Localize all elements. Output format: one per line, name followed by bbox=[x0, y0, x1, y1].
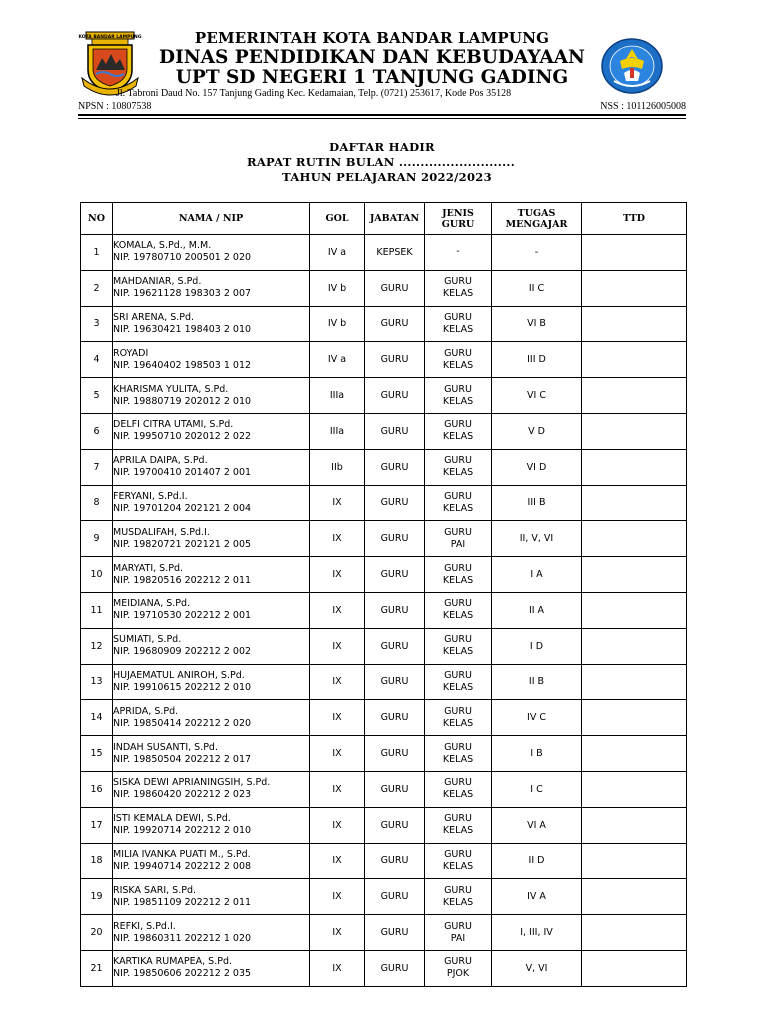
jenis-guru-cell bbox=[425, 485, 492, 521]
jenis-guru-line1: GURU bbox=[444, 598, 472, 610]
jenis-guru-line2: PAI bbox=[450, 538, 466, 550]
row-number: 17 bbox=[81, 807, 113, 843]
teacher-nip: NIP. 19851109 202212 2 011 bbox=[113, 896, 252, 908]
jenis-guru-cell bbox=[425, 950, 492, 986]
signature-cell[interactable] bbox=[582, 235, 687, 271]
signature-cell[interactable] bbox=[582, 664, 687, 700]
jenis-guru-line2: KELAS bbox=[442, 467, 474, 479]
gol-cell: IX bbox=[310, 807, 365, 843]
nss-number: NSS : 101126005008 bbox=[600, 101, 686, 112]
jenis-guru-line2: KELAS bbox=[442, 646, 474, 658]
title-line-1: DAFTAR HADIR bbox=[329, 140, 435, 154]
jenis-guru-cell bbox=[425, 342, 492, 378]
table-row bbox=[81, 700, 687, 736]
tugas-mengajar-cell: IV C bbox=[492, 700, 582, 736]
teacher-name: INDAH SUSANTI, S.Pd. bbox=[113, 741, 218, 753]
row-number: 11 bbox=[81, 592, 113, 628]
teacher-nip: NIP. 19621128 198303 2 007 bbox=[113, 288, 252, 300]
row-number: 7 bbox=[81, 449, 113, 485]
signature-cell[interactable] bbox=[582, 557, 687, 593]
gol-cell: IV a bbox=[310, 342, 365, 378]
row-number: 4 bbox=[81, 342, 113, 378]
signature-cell[interactable] bbox=[582, 843, 687, 879]
table-row bbox=[81, 771, 687, 807]
teacher-name: KHARISMA YULITA, S.Pd. bbox=[113, 383, 229, 395]
teacher-name: KOMALA, S.Pd., M.M. bbox=[113, 240, 212, 252]
column-header-jenis-line1: JENIS bbox=[442, 207, 474, 219]
gol-cell: IIIa bbox=[310, 378, 365, 414]
table-row bbox=[81, 306, 687, 342]
jenis-guru-line2: KELAS bbox=[442, 896, 474, 908]
jabatan-cell: GURU bbox=[365, 557, 425, 593]
teacher-name: MAHDANIAR, S.Pd. bbox=[113, 276, 202, 288]
gol-cell: IX bbox=[310, 771, 365, 807]
row-number: 12 bbox=[81, 628, 113, 664]
name-nip-cell bbox=[113, 342, 310, 378]
jabatan-cell: GURU bbox=[365, 736, 425, 772]
name-nip-cell bbox=[113, 592, 310, 628]
teacher-name: SUMIATI, S.Pd. bbox=[113, 634, 182, 646]
table-row bbox=[81, 449, 687, 485]
jabatan-cell: GURU bbox=[365, 807, 425, 843]
tugas-mengajar-cell: I B bbox=[492, 736, 582, 772]
jabatan-cell: GURU bbox=[365, 628, 425, 664]
teacher-nip: NIP. 19630421 198403 2 010 bbox=[113, 323, 252, 335]
tugas-mengajar-cell: II A bbox=[492, 592, 582, 628]
jenis-guru-cell bbox=[425, 235, 492, 271]
teacher-nip: NIP. 19860311 202212 1 020 bbox=[113, 932, 252, 944]
title-line-2: RAPAT RUTIN BULAN ........................... bbox=[246, 155, 516, 169]
table-row bbox=[81, 950, 687, 986]
gol-cell: IX bbox=[310, 557, 365, 593]
tugas-mengajar-cell: VI C bbox=[492, 378, 582, 414]
gol-cell: IX bbox=[310, 700, 365, 736]
gol-cell: IIb bbox=[310, 449, 365, 485]
teacher-name: MILIA IVANKA PUATI M., S.Pd. bbox=[113, 848, 251, 860]
signature-cell[interactable] bbox=[582, 628, 687, 664]
tugas-mengajar-cell: VI A bbox=[492, 807, 582, 843]
signature-cell[interactable] bbox=[582, 879, 687, 915]
teacher-nip: NIP. 19710530 202212 2 001 bbox=[113, 610, 252, 622]
jenis-guru-cell bbox=[425, 700, 492, 736]
jenis-guru-line1: GURU bbox=[444, 276, 472, 288]
jenis-guru-line1: GURU bbox=[444, 419, 472, 431]
name-nip-cell bbox=[113, 235, 310, 271]
jabatan-cell: KEPSEK bbox=[365, 235, 425, 271]
name-nip-cell bbox=[113, 557, 310, 593]
tugas-mengajar-cell: I, III, IV bbox=[492, 915, 582, 951]
jabatan-cell: GURU bbox=[365, 592, 425, 628]
teacher-name: FERYANI, S.Pd.I. bbox=[113, 490, 188, 502]
name-nip-cell bbox=[113, 628, 310, 664]
tugas-mengajar-cell: I A bbox=[492, 557, 582, 593]
jenis-guru-cell bbox=[425, 736, 492, 772]
jenis-guru-line1: GURU bbox=[444, 813, 472, 825]
jenis-guru-cell bbox=[425, 879, 492, 915]
table-row bbox=[81, 664, 687, 700]
jabatan-cell: GURU bbox=[365, 771, 425, 807]
table-row bbox=[81, 736, 687, 772]
table-row bbox=[81, 807, 687, 843]
table-row bbox=[81, 879, 687, 915]
signature-cell[interactable] bbox=[582, 807, 687, 843]
letterhead bbox=[0, 0, 768, 120]
jenis-guru-line1: GURU bbox=[444, 526, 472, 538]
signature-cell[interactable] bbox=[582, 700, 687, 736]
jabatan-cell: GURU bbox=[365, 521, 425, 557]
teacher-nip: NIP. 19880719 202012 2 010 bbox=[113, 395, 252, 407]
jenis-guru-line1: GURU bbox=[444, 490, 472, 502]
signature-cell[interactable] bbox=[582, 306, 687, 342]
jenis-guru-line1: GURU bbox=[444, 920, 472, 932]
table-row bbox=[81, 378, 687, 414]
teacher-nip: NIP. 19940714 202212 2 008 bbox=[113, 860, 252, 872]
header-divider-thin bbox=[78, 118, 686, 119]
npsn-number: NPSN : 10807538 bbox=[78, 101, 152, 112]
table-row bbox=[81, 235, 687, 271]
jabatan-cell: GURU bbox=[365, 664, 425, 700]
jenis-guru-line1: GURU bbox=[444, 455, 472, 467]
jenis-guru-line1: GURU bbox=[444, 634, 472, 646]
gol-cell: IX bbox=[310, 736, 365, 772]
teacher-name: ISTI KEMALA DEWI, S.Pd. bbox=[113, 813, 231, 825]
teacher-nip: NIP. 19860420 202212 2 023 bbox=[113, 789, 252, 801]
gol-cell: IX bbox=[310, 879, 365, 915]
teacher-nip: NIP. 19850414 202212 2 020 bbox=[113, 717, 252, 729]
jenis-guru-line1: GURU bbox=[444, 311, 472, 323]
teacher-nip: NIP. 19820516 202212 2 011 bbox=[113, 574, 252, 586]
teacher-name: KARTIKA RUMAPEA, S.Pd. bbox=[113, 956, 233, 968]
jenis-guru-line2: KELAS bbox=[442, 717, 474, 729]
teacher-name: DELFI CITRA UTAMI, S.Pd. bbox=[113, 419, 234, 431]
school-address: Jl. Tabroni Daud No. 157 Tanjung Gading Kec. Kedamaian, Telp. (0721) 253617, Kode Pos 35128 bbox=[116, 88, 512, 99]
jenis-guru-line2: KELAS bbox=[442, 753, 474, 765]
teacher-nip: NIP. 19920714 202212 2 010 bbox=[113, 825, 252, 837]
jenis-guru-cell bbox=[425, 378, 492, 414]
name-nip-cell bbox=[113, 736, 310, 772]
column-header-tugas-line2: MENGAJAR bbox=[505, 218, 568, 230]
column-header-ttd: TTD bbox=[582, 203, 687, 235]
name-nip-cell bbox=[113, 664, 310, 700]
row-number: 13 bbox=[81, 664, 113, 700]
column-header-no: NO bbox=[81, 203, 113, 235]
jenis-guru-cell bbox=[425, 628, 492, 664]
teacher-name: APRILA DAIPA, S.Pd. bbox=[113, 455, 208, 467]
name-nip-cell bbox=[113, 378, 310, 414]
jabatan-cell: GURU bbox=[365, 449, 425, 485]
jabatan-cell: GURU bbox=[365, 950, 425, 986]
gol-cell: IX bbox=[310, 843, 365, 879]
teacher-name: SRI ARENA, S.Pd. bbox=[113, 311, 195, 323]
jenis-guru-cell bbox=[425, 843, 492, 879]
header-line-3: UPT SD NEGERI 1 TANJUNG GADING bbox=[175, 67, 569, 88]
name-nip-cell bbox=[113, 915, 310, 951]
header-divider-thick bbox=[78, 114, 686, 116]
table-row bbox=[81, 628, 687, 664]
jenis-guru-line2: KELAS bbox=[442, 502, 474, 514]
jenis-guru-line1: GURU bbox=[444, 669, 472, 681]
teacher-nip: NIP. 19701204 202121 2 004 bbox=[113, 502, 252, 514]
document-title bbox=[0, 140, 768, 185]
gol-cell: IV b bbox=[310, 306, 365, 342]
jabatan-cell: GURU bbox=[365, 378, 425, 414]
jenis-guru-line1: GURU bbox=[444, 884, 472, 896]
jenis-guru-cell bbox=[425, 664, 492, 700]
tugas-mengajar-cell: V, VI bbox=[492, 950, 582, 986]
tugas-mengajar-cell: V D bbox=[492, 413, 582, 449]
name-nip-cell bbox=[113, 807, 310, 843]
table-header-row bbox=[81, 203, 687, 235]
jenis-guru-cell bbox=[425, 915, 492, 951]
teacher-nip: NIP. 19950710 202012 2 022 bbox=[113, 431, 252, 443]
signature-cell[interactable] bbox=[582, 378, 687, 414]
jabatan-cell: GURU bbox=[365, 413, 425, 449]
jenis-guru-cell bbox=[425, 771, 492, 807]
table-row bbox=[81, 270, 687, 306]
gol-cell: IIIa bbox=[310, 413, 365, 449]
gol-cell: IX bbox=[310, 628, 365, 664]
row-number: 20 bbox=[81, 915, 113, 951]
jenis-guru-line1: GURU bbox=[444, 705, 472, 717]
jenis-guru-line1: - bbox=[456, 246, 460, 258]
name-nip-cell bbox=[113, 413, 310, 449]
column-header-gol: GOL bbox=[310, 203, 365, 235]
signature-cell[interactable] bbox=[582, 915, 687, 951]
name-nip-cell bbox=[113, 879, 310, 915]
jenis-guru-line2: KELAS bbox=[442, 574, 474, 586]
jenis-guru-line2: KELAS bbox=[442, 288, 474, 300]
signature-cell[interactable] bbox=[582, 521, 687, 557]
jabatan-cell: GURU bbox=[365, 879, 425, 915]
row-number: 15 bbox=[81, 736, 113, 772]
teacher-name: HUJAEMATUL ANIROH, S.Pd. bbox=[113, 669, 245, 681]
row-number: 21 bbox=[81, 950, 113, 986]
signature-cell[interactable] bbox=[582, 270, 687, 306]
name-nip-cell bbox=[113, 485, 310, 521]
name-nip-cell bbox=[113, 950, 310, 986]
column-header-jabatan: JABATAN bbox=[365, 203, 425, 235]
name-nip-cell bbox=[113, 521, 310, 557]
signature-cell[interactable] bbox=[582, 771, 687, 807]
row-number: 2 bbox=[81, 270, 113, 306]
table-row bbox=[81, 521, 687, 557]
tugas-mengajar-cell: I D bbox=[492, 628, 582, 664]
gol-cell: IX bbox=[310, 915, 365, 951]
gol-cell: IX bbox=[310, 664, 365, 700]
jabatan-cell: GURU bbox=[365, 700, 425, 736]
teacher-nip: NIP. 19780710 200501 2 020 bbox=[113, 252, 252, 264]
teacher-name: ROYADI bbox=[113, 347, 149, 359]
row-number: 18 bbox=[81, 843, 113, 879]
tugas-mengajar-cell: VI D bbox=[492, 449, 582, 485]
tugas-mengajar-cell: III D bbox=[492, 342, 582, 378]
jenis-guru-line1: GURU bbox=[444, 562, 472, 574]
teacher-nip: NIP. 19700410 201407 2 001 bbox=[113, 467, 252, 479]
tugas-mengajar-cell: IV A bbox=[492, 879, 582, 915]
tugas-mengajar-cell: I C bbox=[492, 771, 582, 807]
signature-cell[interactable] bbox=[582, 950, 687, 986]
row-number: 16 bbox=[81, 771, 113, 807]
column-header-jenis-line2: GURU bbox=[441, 218, 475, 230]
jabatan-cell: GURU bbox=[365, 485, 425, 521]
attendance-table bbox=[80, 202, 687, 987]
header-line-1: PEMERINTAH KOTA BANDAR LAMPUNG bbox=[194, 29, 550, 47]
name-nip-cell bbox=[113, 771, 310, 807]
column-header-tugas-mengajar bbox=[492, 203, 582, 235]
jenis-guru-cell bbox=[425, 807, 492, 843]
signature-cell[interactable] bbox=[582, 485, 687, 521]
jenis-guru-line1: GURU bbox=[444, 956, 472, 968]
jenis-guru-line1: GURU bbox=[444, 848, 472, 860]
teacher-name: MEIDIANA, S.Pd. bbox=[113, 598, 191, 610]
table-row bbox=[81, 413, 687, 449]
row-number: 9 bbox=[81, 521, 113, 557]
teacher-nip: NIP. 19850606 202212 2 035 bbox=[113, 968, 252, 980]
table-row bbox=[81, 557, 687, 593]
jenis-guru-line1: GURU bbox=[444, 347, 472, 359]
row-number: 5 bbox=[81, 378, 113, 414]
tugas-mengajar-cell: II B bbox=[492, 664, 582, 700]
teacher-name: RISKA SARI, S.Pd. bbox=[113, 884, 196, 896]
signature-cell[interactable] bbox=[582, 342, 687, 378]
column-header-nama-nip: NAMA / NIP bbox=[113, 203, 310, 235]
table-row bbox=[81, 592, 687, 628]
signature-cell[interactable] bbox=[582, 736, 687, 772]
jenis-guru-cell bbox=[425, 592, 492, 628]
name-nip-cell bbox=[113, 843, 310, 879]
jabatan-cell: GURU bbox=[365, 843, 425, 879]
gol-cell: IX bbox=[310, 521, 365, 557]
teacher-name: APRIDA, S.Pd. bbox=[113, 705, 179, 717]
jenis-guru-line2: PJOK bbox=[446, 968, 470, 980]
table-row bbox=[81, 342, 687, 378]
name-nip-cell bbox=[113, 270, 310, 306]
jenis-guru-line2: KELAS bbox=[442, 395, 474, 407]
table-row bbox=[81, 843, 687, 879]
jenis-guru-line2: KELAS bbox=[442, 359, 474, 371]
table-row bbox=[81, 485, 687, 521]
jenis-guru-line2: KELAS bbox=[442, 860, 474, 872]
teacher-nip: NIP. 19910615 202212 2 010 bbox=[113, 681, 252, 693]
gol-cell: IX bbox=[310, 592, 365, 628]
teacher-name: SISKA DEWI APRIANINGSIH, S.Pd. bbox=[113, 777, 271, 789]
name-nip-cell bbox=[113, 306, 310, 342]
gol-cell: IV a bbox=[310, 235, 365, 271]
column-header-jenis-guru bbox=[425, 203, 492, 235]
row-number: 14 bbox=[81, 700, 113, 736]
jenis-guru-cell bbox=[425, 306, 492, 342]
row-number: 1 bbox=[81, 235, 113, 271]
row-number: 10 bbox=[81, 557, 113, 593]
logo-text-kota: KOTA BANDAR LAMPUNG bbox=[78, 35, 142, 40]
teacher-name: REFKI, S.Pd.I. bbox=[113, 920, 176, 932]
signature-cell[interactable] bbox=[582, 449, 687, 485]
jenis-guru-cell bbox=[425, 449, 492, 485]
gol-cell: IX bbox=[310, 950, 365, 986]
jabatan-cell: GURU bbox=[365, 915, 425, 951]
teacher-name: MUSDALIFAH, S.Pd.I. bbox=[113, 526, 210, 538]
gol-cell: IV b bbox=[310, 270, 365, 306]
teacher-nip: NIP. 19820721 202121 2 005 bbox=[113, 538, 252, 550]
tut-wuri-handayani-logo bbox=[600, 37, 664, 95]
signature-cell[interactable] bbox=[582, 413, 687, 449]
jenis-guru-cell bbox=[425, 521, 492, 557]
jenis-guru-line2: KELAS bbox=[442, 431, 474, 443]
table-row bbox=[81, 915, 687, 951]
teacher-name: MARYATI, S.Pd. bbox=[113, 562, 183, 574]
row-number: 8 bbox=[81, 485, 113, 521]
row-number: 19 bbox=[81, 879, 113, 915]
tugas-mengajar-cell: II, V, VI bbox=[492, 521, 582, 557]
name-nip-cell bbox=[113, 700, 310, 736]
gol-cell: IX bbox=[310, 485, 365, 521]
jenis-guru-line1: GURU bbox=[444, 383, 472, 395]
tugas-mengajar-cell: II C bbox=[492, 270, 582, 306]
jenis-guru-cell bbox=[425, 270, 492, 306]
teacher-nip: NIP. 19640402 198503 1 012 bbox=[113, 359, 252, 371]
jenis-guru-line2: KELAS bbox=[442, 681, 474, 693]
jenis-guru-cell bbox=[425, 413, 492, 449]
jenis-guru-line2: KELAS bbox=[442, 323, 474, 335]
teacher-nip: NIP. 19850504 202212 2 017 bbox=[113, 753, 252, 765]
row-number: 3 bbox=[81, 306, 113, 342]
jabatan-cell: GURU bbox=[365, 342, 425, 378]
signature-cell[interactable] bbox=[582, 592, 687, 628]
header-line-2: DINAS PENDIDIKAN DAN KEBUDAYAAN bbox=[159, 47, 585, 68]
tugas-mengajar-cell: VI B bbox=[492, 306, 582, 342]
name-nip-cell bbox=[113, 449, 310, 485]
jenis-guru-line2: KELAS bbox=[442, 610, 474, 622]
jenis-guru-line1: GURU bbox=[444, 741, 472, 753]
title-line-3: TAHUN PELAJARAN 2022/2023 bbox=[282, 170, 492, 184]
jenis-guru-line1: GURU bbox=[444, 777, 472, 789]
tugas-mengajar-cell: III B bbox=[492, 485, 582, 521]
row-number: 6 bbox=[81, 413, 113, 449]
jenis-guru-line2: KELAS bbox=[442, 825, 474, 837]
tugas-mengajar-cell: - bbox=[492, 235, 582, 271]
teacher-nip: NIP. 19680909 202212 2 002 bbox=[113, 646, 252, 658]
jenis-guru-cell bbox=[425, 557, 492, 593]
tugas-mengajar-cell: II D bbox=[492, 843, 582, 879]
jabatan-cell: GURU bbox=[365, 306, 425, 342]
jabatan-cell: GURU bbox=[365, 270, 425, 306]
jenis-guru-line2: PAI bbox=[450, 932, 466, 944]
jenis-guru-line2: KELAS bbox=[442, 789, 474, 801]
column-header-tugas-line1: TUGAS bbox=[517, 207, 556, 219]
